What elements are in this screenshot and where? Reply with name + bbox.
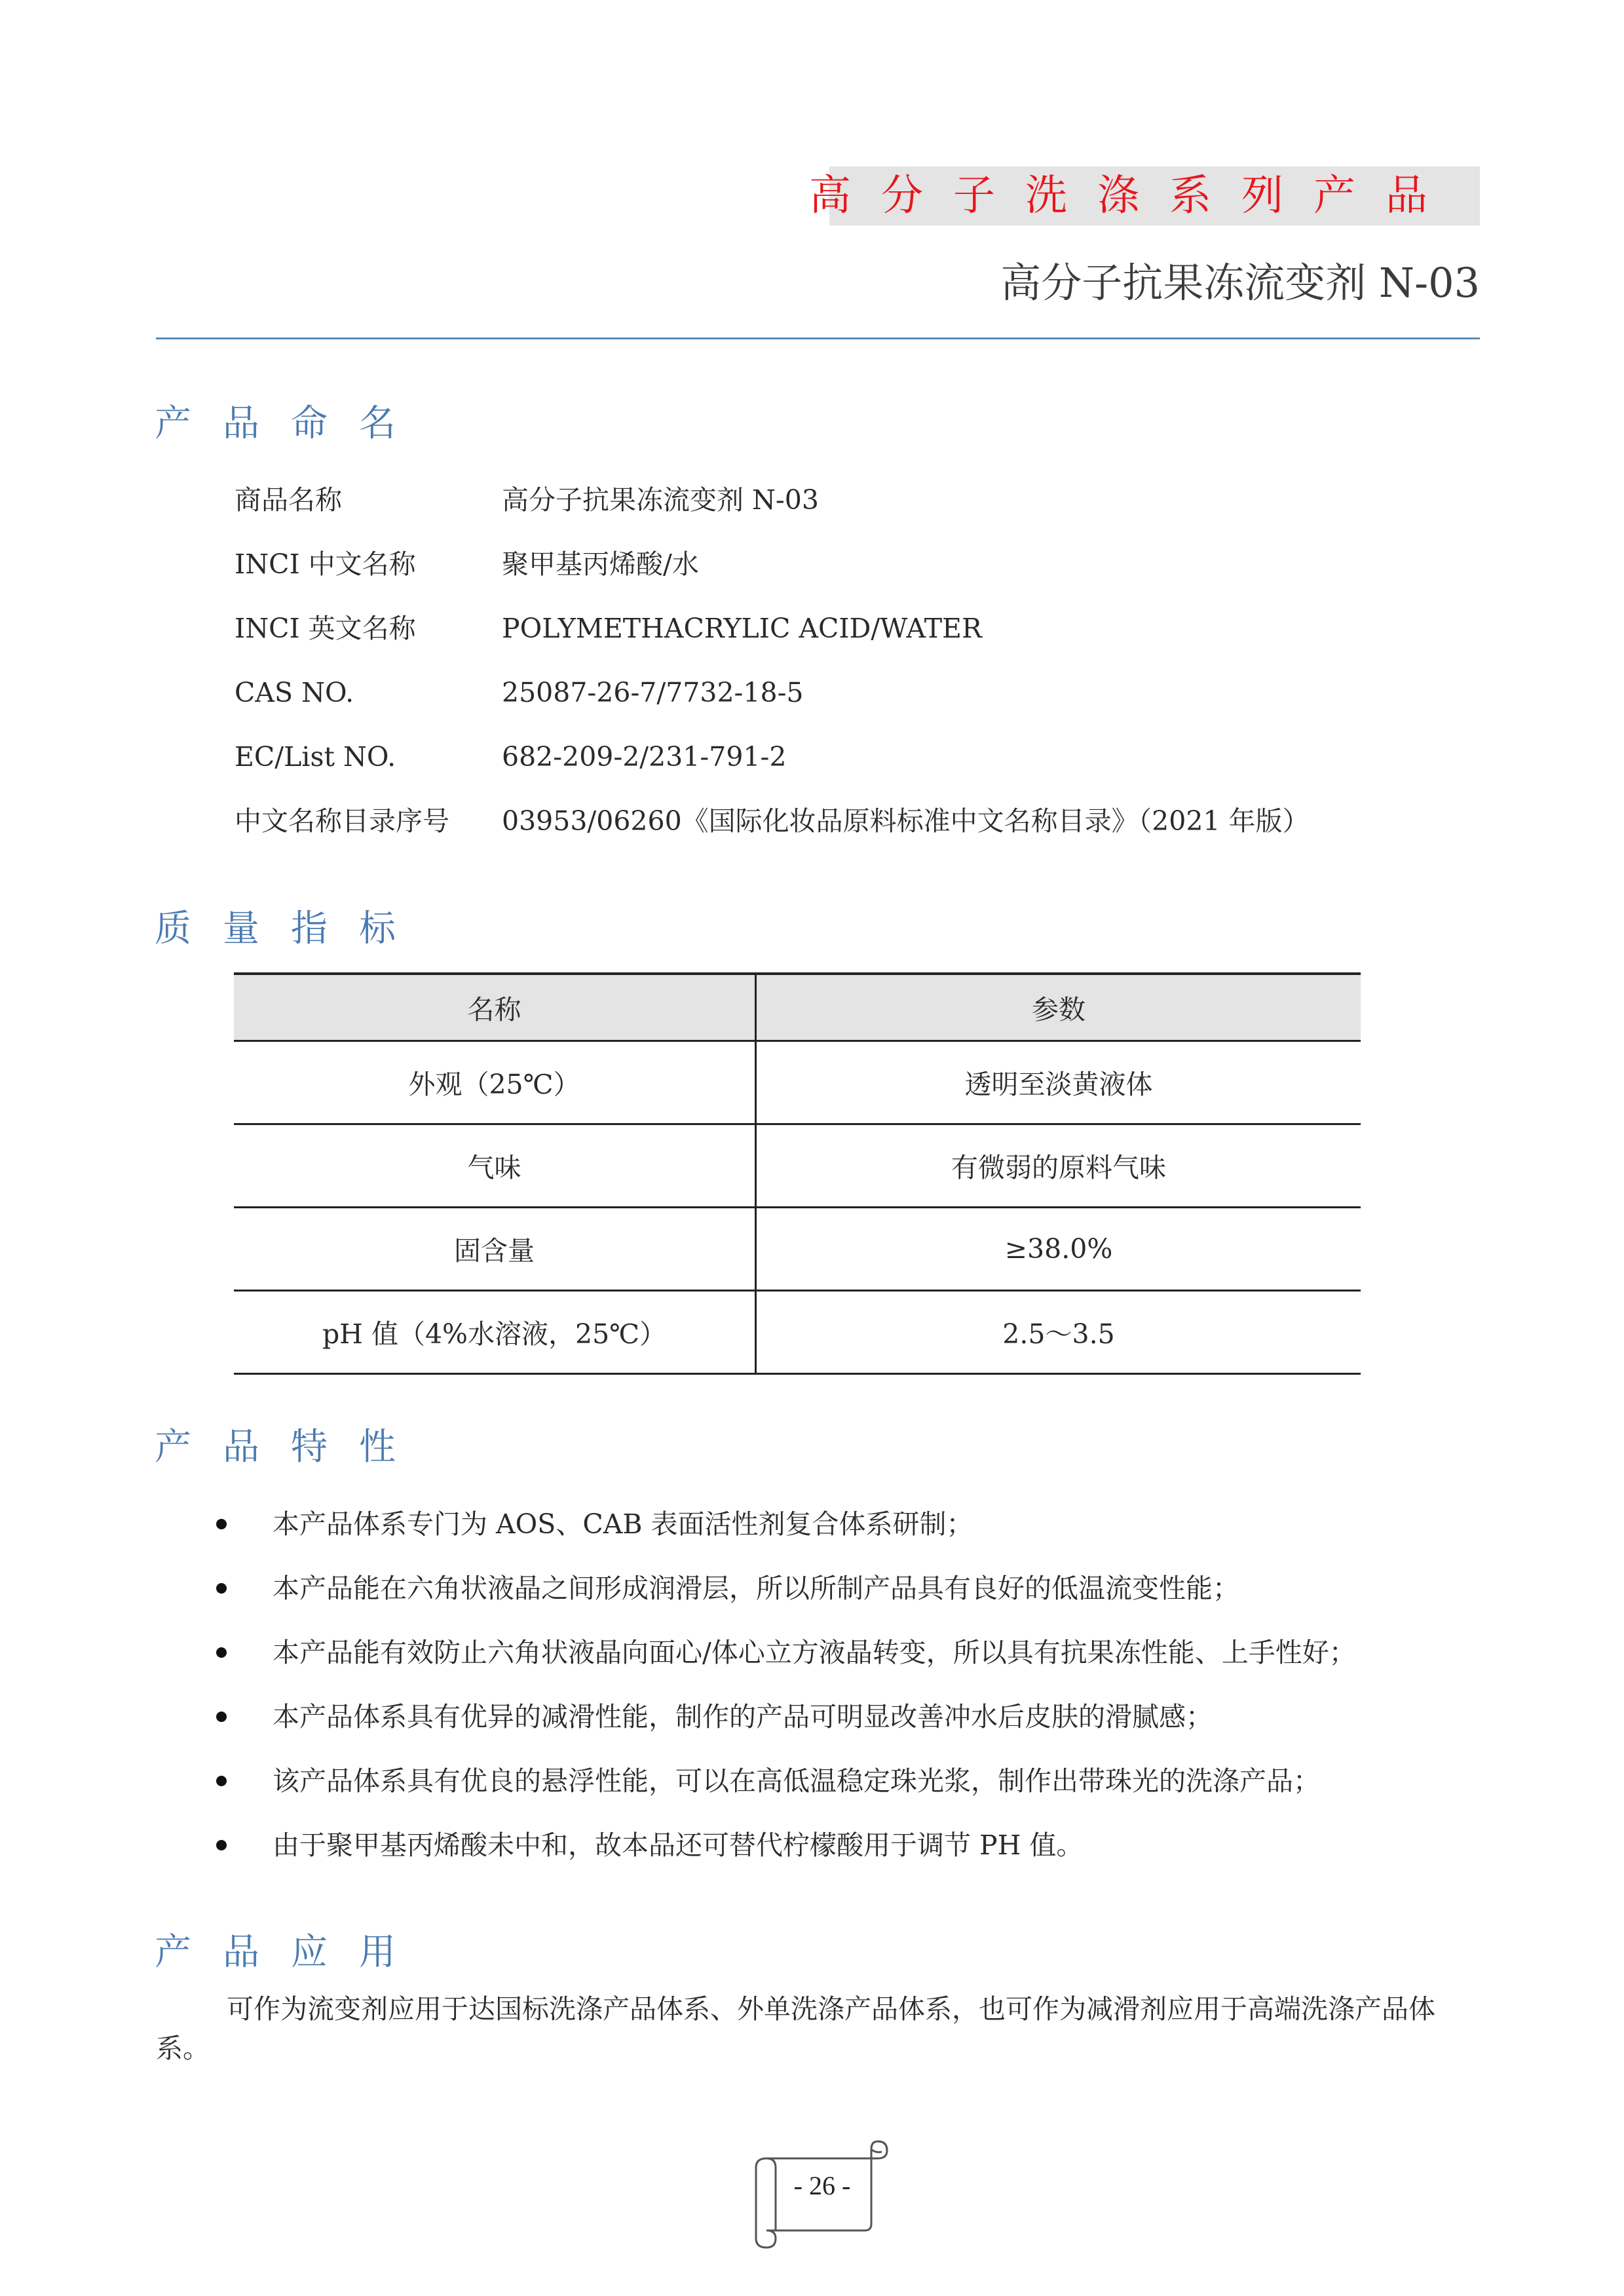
- list-item: [216, 1761, 1320, 1801]
- bullet-icon: [216, 1519, 227, 1529]
- bullet-icon: [216, 1776, 227, 1786]
- naming-label-cas: CAS NO.: [235, 677, 354, 708]
- table-cell-name: 固含量: [234, 1207, 756, 1290]
- table-cell-name: 外观（25℃）: [234, 1041, 756, 1124]
- naming-value-inci-cn: 聚甲基丙烯酸/水: [502, 548, 699, 580]
- table-cell-value: ≥38.0%: [756, 1207, 1361, 1290]
- table-row: [234, 1041, 1361, 1124]
- table-cell-value: 透明至淡黄液体: [756, 1041, 1361, 1124]
- feature-text: 本产品能在六角状液晶之间形成润滑层，所以所制产品具有良好的低温流变性能；: [273, 1573, 1239, 1604]
- list-item: [216, 1569, 1239, 1608]
- list-item: [216, 1504, 973, 1544]
- table-cell-value: 有微弱的原料气味: [756, 1124, 1361, 1207]
- bullet-icon: [216, 1647, 227, 1658]
- series-title: 高分子洗涤系列产品: [809, 172, 1458, 220]
- section-heading-quality: 质量指标: [155, 908, 427, 950]
- naming-value-trade-name: 高分子抗果冻流变剂 N-03: [502, 484, 819, 516]
- table-row: [234, 1124, 1361, 1207]
- feature-text: 本产品能有效防止六角状液晶向面心/体心立方液晶转变，所以具有抗果冻性能、上手性好；: [273, 1637, 1356, 1668]
- naming-label-trade-name: 商品名称: [235, 484, 342, 516]
- list-item: [216, 1826, 1083, 1865]
- bullet-icon: [216, 1712, 227, 1722]
- quality-table: [234, 972, 1361, 1375]
- list-item: [216, 1697, 1213, 1736]
- page-number: - 26 -: [793, 2171, 851, 2200]
- application-paragraph: 可作为流变剂应用于达国标洗涤产品体系、外单洗涤产品体系，也可作为减滑剂应用于高端洗涤产品体系。: [156, 1993, 1435, 2064]
- header-divider: [156, 337, 1480, 339]
- bullet-icon: [216, 1840, 227, 1850]
- column-header-parameter: 参数: [756, 974, 1361, 1041]
- feature-text: 本产品体系具有优异的减滑性能，制作的产品可明显改善冲水后皮肤的滑腻感；: [273, 1701, 1213, 1732]
- naming-value-catalog: 03953/06260《国际化妆品原料标准中文名称目录》（2021 年版）: [502, 805, 1310, 837]
- feature-text: 由于聚甲基丙烯酸未中和，故本品还可替代柠檬酸用于调节 PH 值。: [273, 1829, 1084, 1861]
- table-cell-name: 气味: [234, 1124, 756, 1207]
- naming-label-catalog: 中文名称目录序号: [235, 805, 449, 837]
- table-cell-name: pH 值（4%水溶液，25℃）: [234, 1290, 756, 1373]
- naming-label-inci-cn: INCI 中文名称: [235, 548, 416, 580]
- list-item: [216, 1633, 1356, 1672]
- table-row: [234, 1207, 1361, 1290]
- naming-label-ec: EC/List NO.: [235, 741, 396, 773]
- section-heading-naming: 产品命名: [155, 402, 427, 445]
- table-row: [234, 1290, 1361, 1373]
- feature-text: 该产品体系具有优良的悬浮性能，可以在高低温稳定珠光浆，制作出带珠光的洗涤产品；: [273, 1765, 1320, 1797]
- table-cell-value: 2.5～3.5: [756, 1290, 1361, 1373]
- section-heading-application: 产品应用: [155, 1931, 427, 1974]
- bullet-icon: [216, 1583, 227, 1594]
- naming-value-cas: 25087-26-7/7732-18-5: [502, 677, 804, 708]
- product-title: 高分子抗果冻流变剂 N-03: [1000, 259, 1480, 307]
- naming-label-inci-en: INCI 英文名称: [235, 613, 416, 644]
- section-heading-features: 产品特性: [155, 1426, 427, 1468]
- naming-value-ec: 682-209-2/231-791-2: [502, 741, 787, 773]
- naming-value-inci-en: POLYMETHACRYLIC ACID/WATER: [502, 613, 982, 644]
- table-header-row: [234, 974, 1361, 1041]
- column-header-name: 名称: [234, 974, 756, 1041]
- feature-text: 本产品体系专门为 AOS、CAB 表面活性剂复合体系研制；: [273, 1508, 973, 1540]
